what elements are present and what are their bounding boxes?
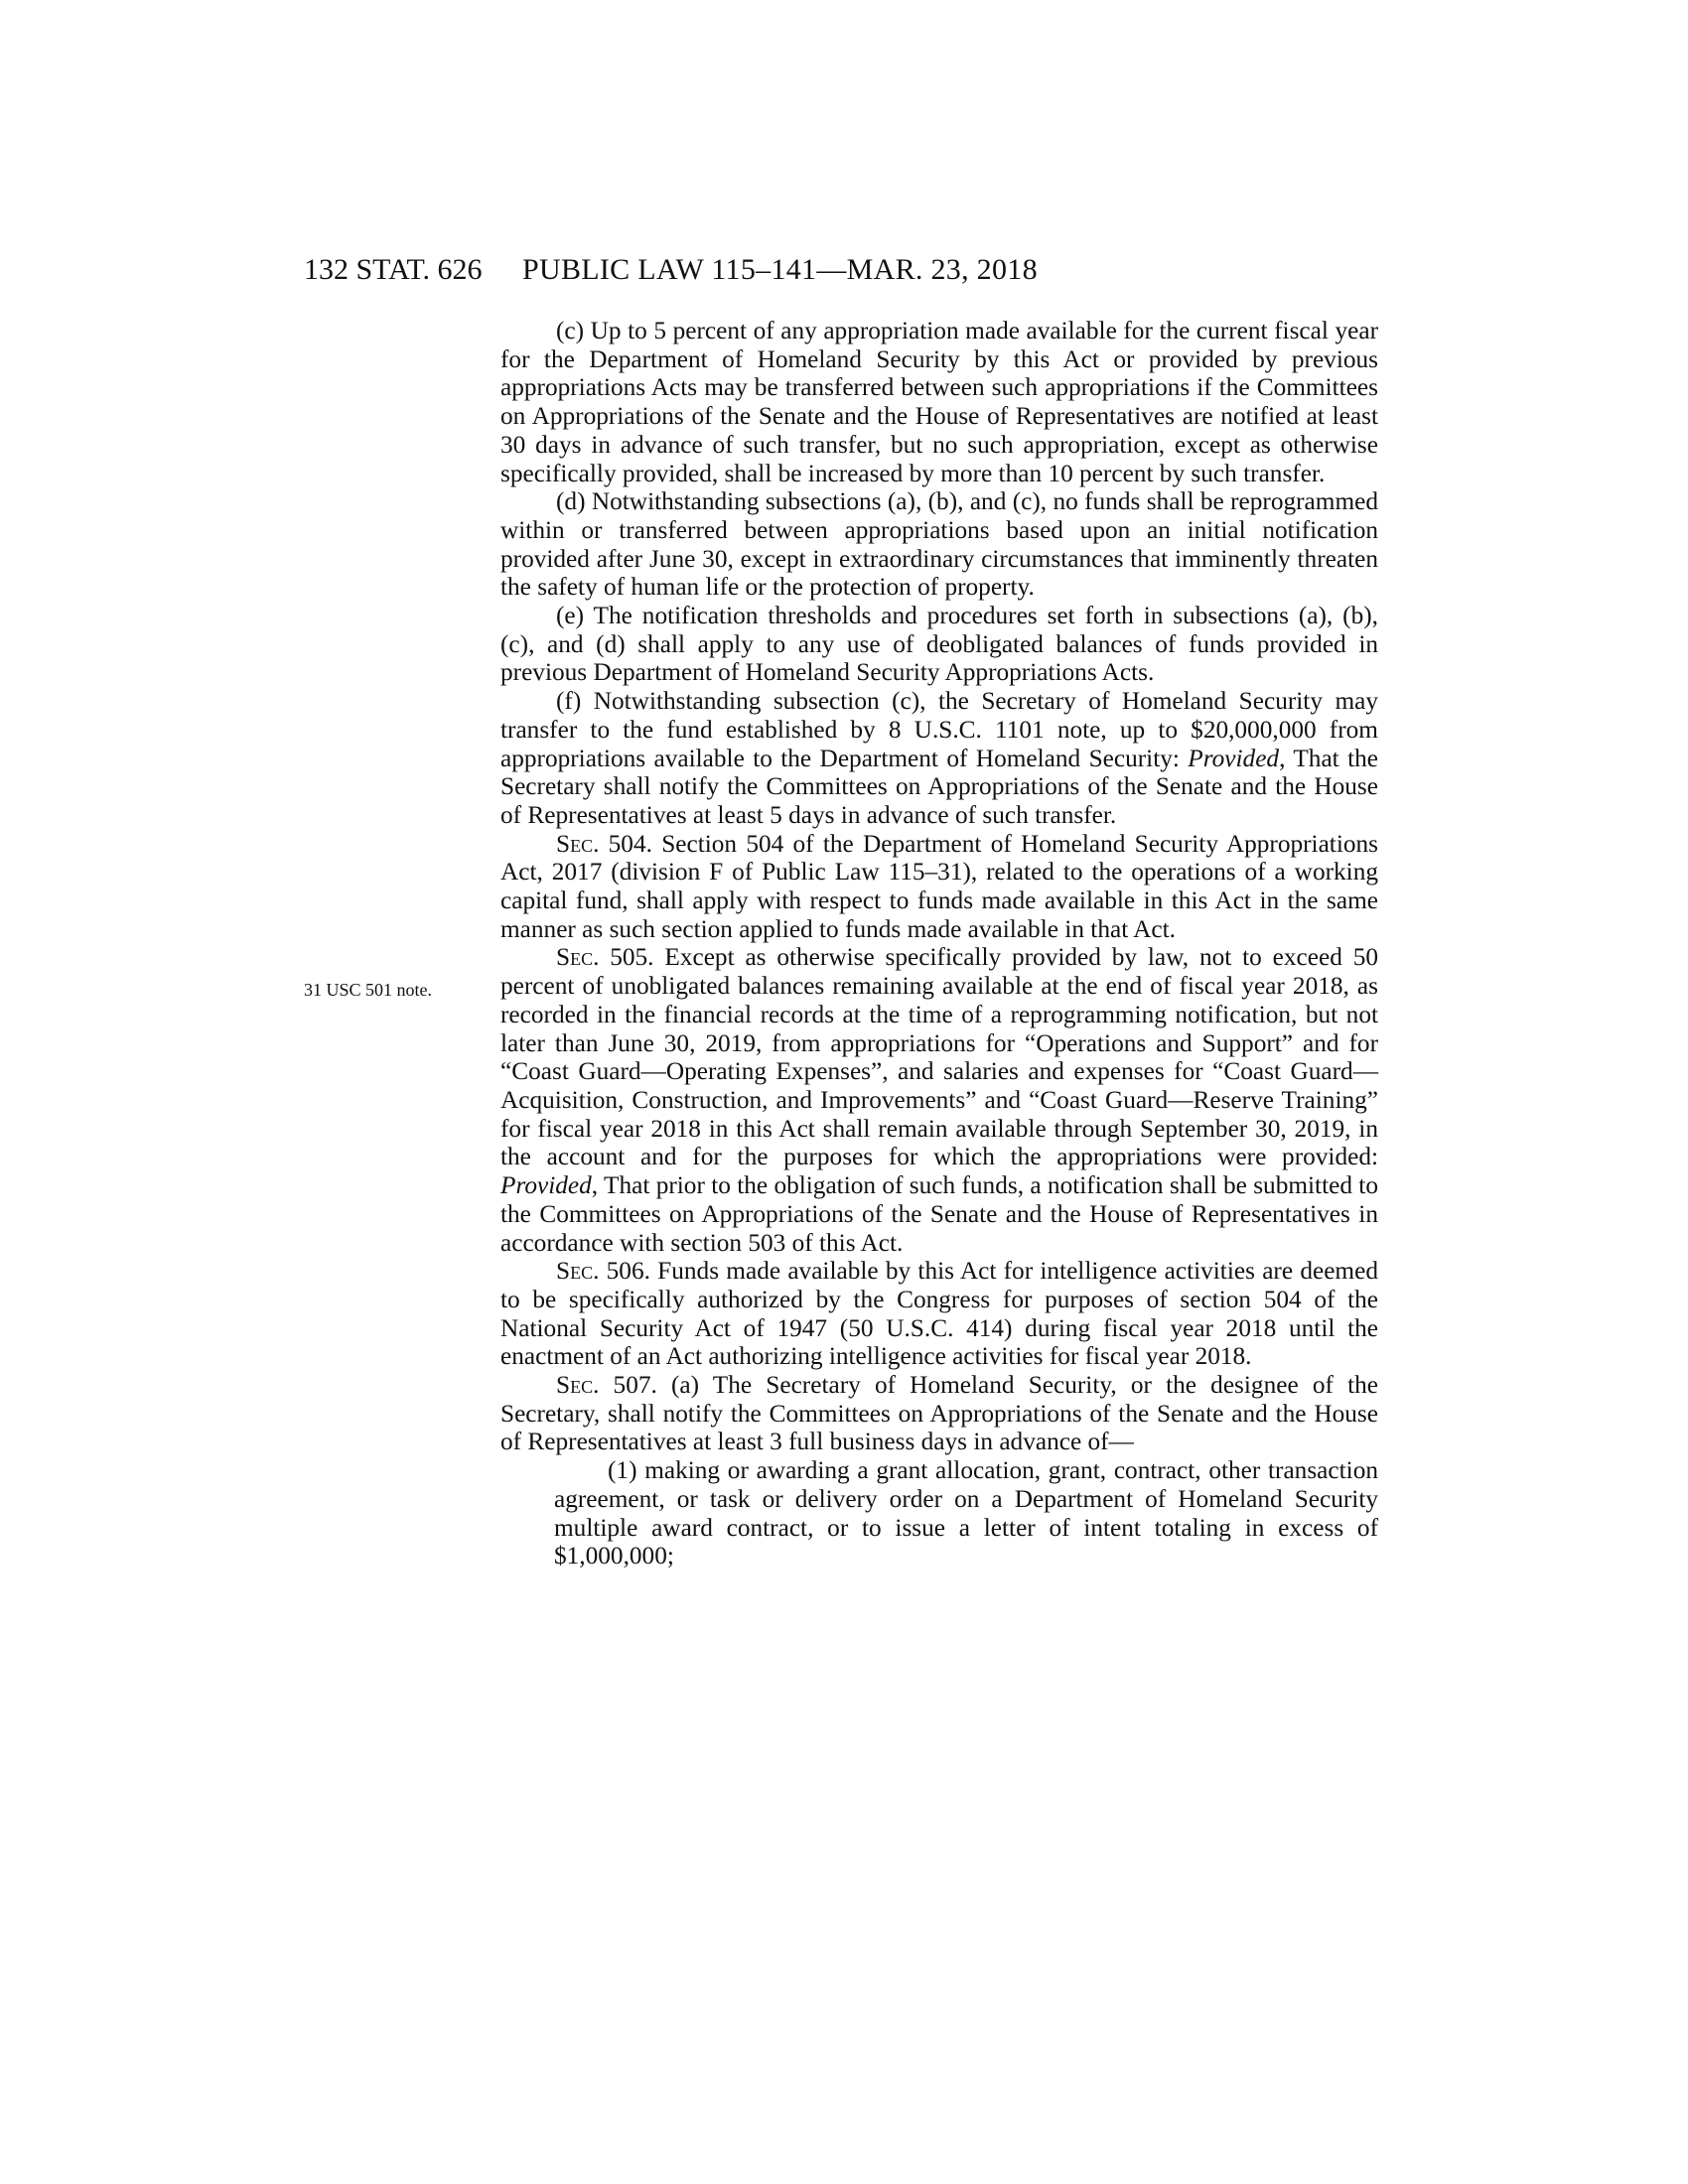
page-header <box>304 250 1227 290</box>
section-label: Sec. 506. <box>556 1257 650 1286</box>
provided-italic: Provided <box>500 1171 592 1200</box>
section-505 <box>500 943 1378 1257</box>
section-label: Sec. 505. <box>556 943 654 972</box>
section-504 <box>500 830 1378 944</box>
paragraph-d: (d) Notwithstanding subsections (a), (b), and (c), no funds shall be reprogrammed within or transferred between appropriations based upon an initial notification provided after June 30, except in extraordinary circumstances that imminently threaten the safety of human life or the protection of property. <box>500 487 1378 602</box>
statute-body <box>500 317 1378 1570</box>
paragraph-e: (e) The notification thresholds and procedures set forth in subsections (a), (b), (c), and (d) shall apply to any use of deobligated balances of funds provided in previous Department of Homeland Security Appropriations Acts. <box>500 602 1378 687</box>
section-506 <box>500 1257 1378 1371</box>
margin-citation-note: 31 USC 501 note. <box>304 980 433 1000</box>
statute-page-number: 132 STAT. 626 <box>304 253 483 286</box>
section-507-text: (a) The Secretary of Homeland Security, or the designee of the Secretary, shall notify the Committees on Appropriations of the Senate and the House of Representatives at least 3 full business days in advance of— <box>500 1371 1378 1456</box>
section-label: Sec. 504. <box>556 829 652 858</box>
provided-italic: Provided <box>1188 744 1280 772</box>
section-label: Sec. 507. <box>556 1371 657 1400</box>
section-505-text: Except as otherwise specifically provided by law, not to exceed 50 percent of unobligated balances remaining available at the end of fiscal year 2018, as recorded in the financial records at the time of a reprogramming notification, but not later than June 30, 2019, from appropriations for “Operations and Support” and for “Coast Guard—Operating Expenses”, and salaries and expenses for “Coast Guard—Acquisition, Construction, and Improvements” and “Coast Guard—Reserve Training” for fiscal year 2018 in this Act shall remain available through September 30, 2019, in the account and for the purposes for which the appropriations were provided: <box>500 943 1378 1171</box>
section-507 <box>500 1371 1378 1456</box>
paragraph-f-text: (f) Notwithstanding subsection (c), the Secretary of Homeland Security may transfer to the fund established by 8 U.S.C. 1101 note, up to $20,000,000 from appropriations available to the Department of Homeland Security: <box>500 687 1378 772</box>
section-506-text: Funds made available by this Act for intelligence activities are deemed to be specifically authorized by the Congress for purposes of section 504 of the National Security Act of 1947 (50 U.S.C. 414) during fiscal year 2018 until the enactment of an Act authorizing intelligence activities for fiscal year 2018. <box>500 1257 1378 1371</box>
section-507-item-1: (1) making or awarding a grant allocation, grant, contract, other transaction agreement, or task or delivery order on a Department of Homeland Security multiple award contract, or to issue a letter of intent totaling in excess of $1,000,000; <box>554 1456 1378 1570</box>
paragraph-f <box>500 687 1378 830</box>
public-law-title: PUBLIC LAW 115–141—MAR. 23, 2018 <box>522 253 1038 286</box>
section-504-text: Section 504 of the Department of Homeland Security Appropriations Act, 2017 (division F of Public Law 115–31), related to the operations of a working capital fund, shall apply with respect to funds made available in this Act in the same manner as such section applied to funds made available in that Act. <box>500 829 1378 943</box>
paragraph-c: (c) Up to 5 percent of any appropriation made available for the current fiscal year for the Department of Homeland Security by this Act or provided by previous appropriations Acts may be transferred between such appropriations if the Committees on Appropriations of the Senate and the House of Representatives are notified at least 30 days in advance of such transfer, but no such appropriation, except as otherwise specifically provided, shall be increased by more than 10 percent by such transfer. <box>500 317 1378 487</box>
paragraph-f-text-end: , That the Secretary shall notify the Committees on Appropriations of the Senate and the House of Representatives at least 5 days in advance of such transfer. <box>500 744 1378 829</box>
section-505-text-end: , That prior to the obligation of such funds, a notification shall be submitted to the Committees on Appropriations of the Senate and the House of Representatives in accordance with section 503 of this Act. <box>500 1171 1378 1257</box>
